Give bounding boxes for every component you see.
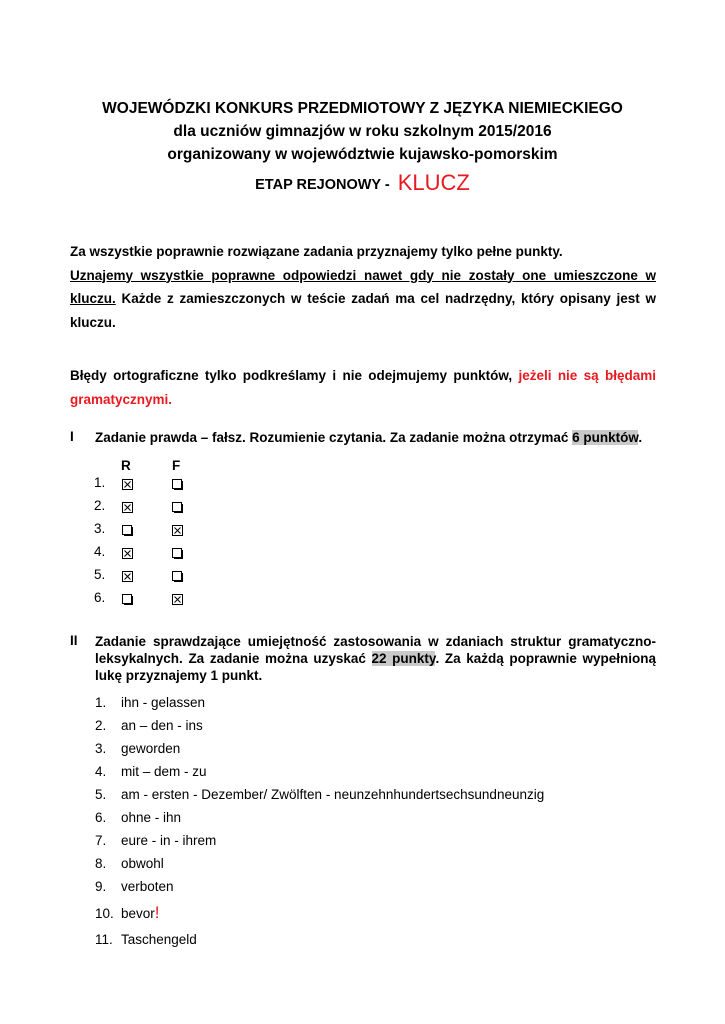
document-header [0,97,725,166]
row-number: 1. [94,475,106,490]
checked-box-icon [172,593,183,604]
intro-underlined-text: Uznajemy wszystkie poprawne odpowiedzi nawet gdy nie zostały one umieszczone w kluczu. [70,267,656,306]
checked-box-icon [172,524,183,535]
section-1-text: Zadanie prawda – fałsz. Rozumienie czytania. Za zadanie można otrzymać [95,430,573,445]
empty-box-icon [122,593,133,604]
true-false-row [94,475,214,495]
section-2-text-end: . Za każdą poprawnie wypełnioną lukę przyznajemy 1 punkt. [95,651,657,683]
checked-box-icon [122,478,133,489]
checked-box-icon [122,570,133,581]
spelling-rule-text: Błędy ortograficzne tylko podkreślamy i nie odejmujemy punktów, [70,368,519,383]
section-1-instruction: Zadanie prawda – fałsz. Rozumienie czytania. Za zadanie można otrzymać 6 punktów. [95,430,643,445]
answer-number: 9. [95,879,107,894]
section-2-points: 22 punkty [371,651,436,666]
answer-number: 6. [95,810,107,825]
answer-number: 7. [95,833,107,848]
answer-number: 4. [95,764,107,779]
answer-number: 8. [95,856,107,871]
answer-text: an – den - ins [121,718,203,733]
section-2-instruction [95,633,656,684]
section-1-number: I [70,429,74,444]
key-label: KLUCZ [397,170,470,195]
column-header-r: R [121,458,131,473]
answer-item [95,810,181,825]
true-false-row [94,590,214,610]
answer-item [95,787,544,802]
row-number: 5. [94,567,106,582]
empty-box-icon [172,501,183,512]
answer-text: Taschengeld [121,932,197,947]
spelling-rule [70,364,656,411]
header-region: organizowany w województwie kujawsko-pomorskim [167,146,558,163]
spelling-rule-exception: jeżeli nie są błędami gramatycznymi. [70,368,657,407]
answer-item [95,856,164,871]
true-false-row [94,544,214,564]
answer-number: 2. [95,718,107,733]
answer-item [95,695,205,710]
answer-text: obwohl [121,856,164,871]
answer-number: 1. [95,695,107,710]
intro-paragraph-2 [70,264,656,335]
empty-box-icon [172,570,183,581]
answer-text: geworden [121,741,181,756]
header-subtitle: dla uczniów gimnazjów w roku szkolnym 2015/2016 [173,123,552,140]
section-1-points: 6 punktów [572,430,639,445]
attention-mark: ! [154,903,160,922]
answer-item [95,932,197,947]
answer-number: 3. [95,741,107,756]
intro-rest-text: Każde z zamieszczonych w teście zadań ma cel nadrzędny, który opisany jest w kluczu. [70,291,656,330]
true-false-row [94,498,214,518]
true-false-row [94,567,214,587]
intro-paragraph-1: Za wszystkie poprawnie rozwiązane zadania przyznajemy tylko pełne punkty. [70,244,563,259]
answer-text: mit – dem - zu [121,764,207,779]
answer-item [95,879,174,894]
section-2-text: Zadanie sprawdzające umiejętność zastosowania w zdaniach struktur gramatyczno-leksykalnych. Za zadanie można uzyskać [95,634,656,666]
answer-text: verboten [121,879,174,894]
answer-number: 11. [95,932,113,947]
answer-item [95,718,203,733]
answer-item [95,833,216,848]
row-number: 6. [94,590,106,605]
checked-box-icon [122,501,133,512]
empty-box-icon [172,547,183,558]
answer-text: ohne - ihn [121,810,182,825]
answer-item [95,903,160,923]
answer-number: 10. [95,906,114,921]
answer-text: ihn - gelassen [121,695,206,710]
stage-title [0,170,725,196]
answer-text: eure - in - ihrem [121,833,217,848]
answer-item [95,741,180,756]
answer-number: 5. [95,787,107,802]
intro-rules [70,240,656,334]
column-header-f: F [172,458,181,473]
empty-box-icon [122,524,133,535]
empty-box-icon [172,478,183,489]
row-number: 3. [94,521,106,536]
row-number: 4. [94,544,106,559]
answer-item [95,764,207,779]
checked-box-icon [122,547,133,558]
stage-label: ETAP REJONOWY - [255,177,390,193]
answer-text: bevor [121,906,155,921]
section-2-number: II [70,633,78,648]
true-false-row [94,521,214,541]
row-number: 2. [94,498,106,513]
answer-text: am - ersten - Dezember/ Zwölften - neunzehnhundertsechsundneunzig [121,787,545,802]
header-title: WOJEWÓDZKI KONKURS PRZEDMIOTOWY Z JĘZYKA NIEMIECKIEGO [102,100,623,117]
